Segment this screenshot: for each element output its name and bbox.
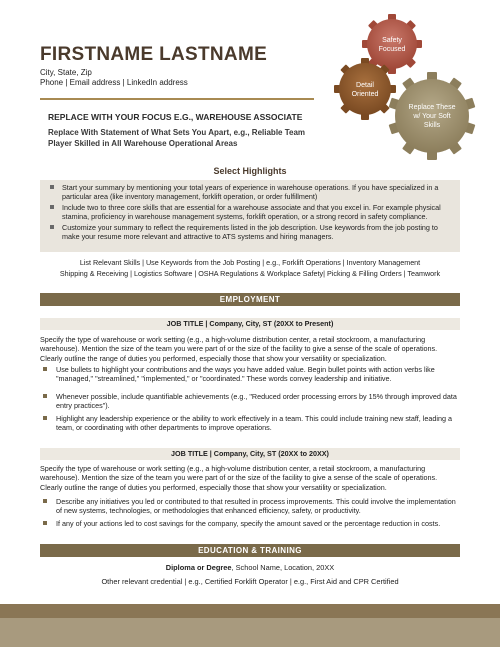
job-bullet-text: Highlight any leadership experience or the ability to work effectively in a team. This could include training new staff, leading a team, or coordinating with other departments to improve operations. [56, 414, 452, 433]
footer-band-light [0, 618, 500, 647]
square-bullet-icon [43, 499, 47, 503]
value-statement: Replace With Statement of What Sets You Apart, e.g., Reliable Team Player Skilled in All Warehouse Operational Areas [48, 128, 306, 148]
degree-line [0, 563, 500, 572]
degree-name: Diploma or Degree [165, 563, 232, 572]
job-bullet-text: Use bullets to highlight your contributions and the ways you have added value. Begin bullet points with action verbs like "managed," "streamlined," "implemented," or "coordinated." These words convey leadership and initiative. [56, 365, 435, 384]
job-bullet [56, 519, 460, 528]
location-line: City, State, Zip [40, 68, 92, 77]
credential-line: Other relevant credential | e.g., Certified Forklift Operator | e.g., First Aid and CPR Certified [101, 577, 399, 586]
employment-heading: EMPLOYMENT [40, 293, 460, 306]
square-bullet-icon [43, 521, 47, 525]
gear-middle-label-2: Oriented [351, 91, 379, 98]
header-rule [40, 98, 314, 100]
skills-line: List Relevant Skills | Use Keywords from the Job Posting | e.g., Forklift Operations | Inventory Management [79, 258, 421, 267]
job-description: Specify the type of warehouse or work setting (e.g., a high-volume distribution center, a retail stockroom, a manufacturing warehouse). Mention the size of the team you were part of or the size of the facility to give a sense of the scale of operations. Clearly outline the range of duties you performed, especially those that show your versatility or specialization. [40, 335, 438, 363]
gear-middle [334, 58, 396, 120]
contact-line: Phone | Email address | LinkedIn address [40, 78, 188, 87]
job-bullet-text: If any of your actions led to cost savings for the company, specify the amount saved or the percentage reduction in costs. [56, 519, 441, 528]
job-bullet-text: Whenever possible, include quantifiable achievements (e.g., "Reduced order processing errors by 15% through improved data entry practices"). [56, 392, 457, 411]
highlights-title: Select Highlights [213, 166, 287, 176]
gear-top-label-1: Safety [382, 37, 402, 44]
gear-bottom-label-2: w/ Your Soft [413, 113, 451, 120]
square-bullet-icon [50, 205, 54, 209]
job-title-bar: JOB TITLE | Company, City, ST (20XX to Present) [40, 318, 460, 330]
highlight-item [48, 223, 452, 241]
highlights-box [40, 180, 460, 252]
job-bullet [56, 392, 460, 411]
skills-list [40, 258, 460, 279]
square-bullet-icon [50, 185, 54, 189]
contact-block [40, 68, 188, 88]
highlight-text: Include two to three core skills that are essential for a warehouse associate and that you excel in. For example physical stamina, proficiency in warehouse management systems, forklift operation, or a strong record in safety compliance. [62, 202, 441, 222]
gear-top-label-2: Focused [378, 46, 406, 53]
focus-headline: REPLACE WITH YOUR FOCUS E.G., WAREHOUSE ASSOCIATE [48, 112, 303, 122]
footer-band-dark [0, 604, 500, 618]
highlight-item [48, 203, 452, 221]
soft-skills-gears-graphic [326, 8, 490, 176]
skills-line: Shipping & Receiving | Logistics Software | OSHA Regulations & Workplace Safety| Picking & Filling Orders | Teamwork [59, 268, 441, 278]
gear-bottom-label-1: Replace These [408, 104, 456, 111]
gear-middle-label-1: Detail [356, 82, 374, 89]
square-bullet-icon [43, 367, 47, 371]
education-heading: EDUCATION & TRAINING [40, 544, 460, 557]
job-bullet [56, 365, 460, 384]
highlight-text: Start your summary by mentioning your total years of experience in warehouse operations. If you have specialized in a particular area (like inventory management, forklift operation, or order fulfillment) [62, 183, 439, 202]
job-bullet [56, 497, 460, 516]
degree-details: , School Name, Location, 20XX [231, 563, 335, 572]
highlight-item [48, 183, 452, 201]
gear-bottom-label-3: Skills [423, 122, 441, 129]
job-description: Specify the type of warehouse or work setting (e.g., a high-volume distribution center, a retail stockroom, a manufacturing warehouse). Mention the size of the team you were part of or the size of the facility to give a sense of the scale of operations. Clearly outline the range of duties you performed, especially those that show your versatility or specialization. [40, 464, 438, 492]
square-bullet-icon [50, 225, 54, 229]
candidate-name: FIRSTNAME LASTNAME [40, 44, 268, 65]
highlight-text: Customize your summary to reflect the requirements listed in the job description. Use keywords from the job posting to make your resume more relevant and attractive to ATS systems and hiring managers. [62, 222, 438, 242]
job-title-bar: JOB TITLE | Company, City, ST (20XX to 20XX) [40, 448, 460, 460]
square-bullet-icon [43, 416, 47, 420]
job-bullet-text: Describe any initiatives you led or contributed to that resulted in process improvements. This could involve the implementation of new systems, technologies, or methodologies that enhanced efficiency, safety, or productivity. [56, 497, 456, 516]
square-bullet-icon [43, 394, 47, 398]
job-bullet [56, 414, 460, 433]
